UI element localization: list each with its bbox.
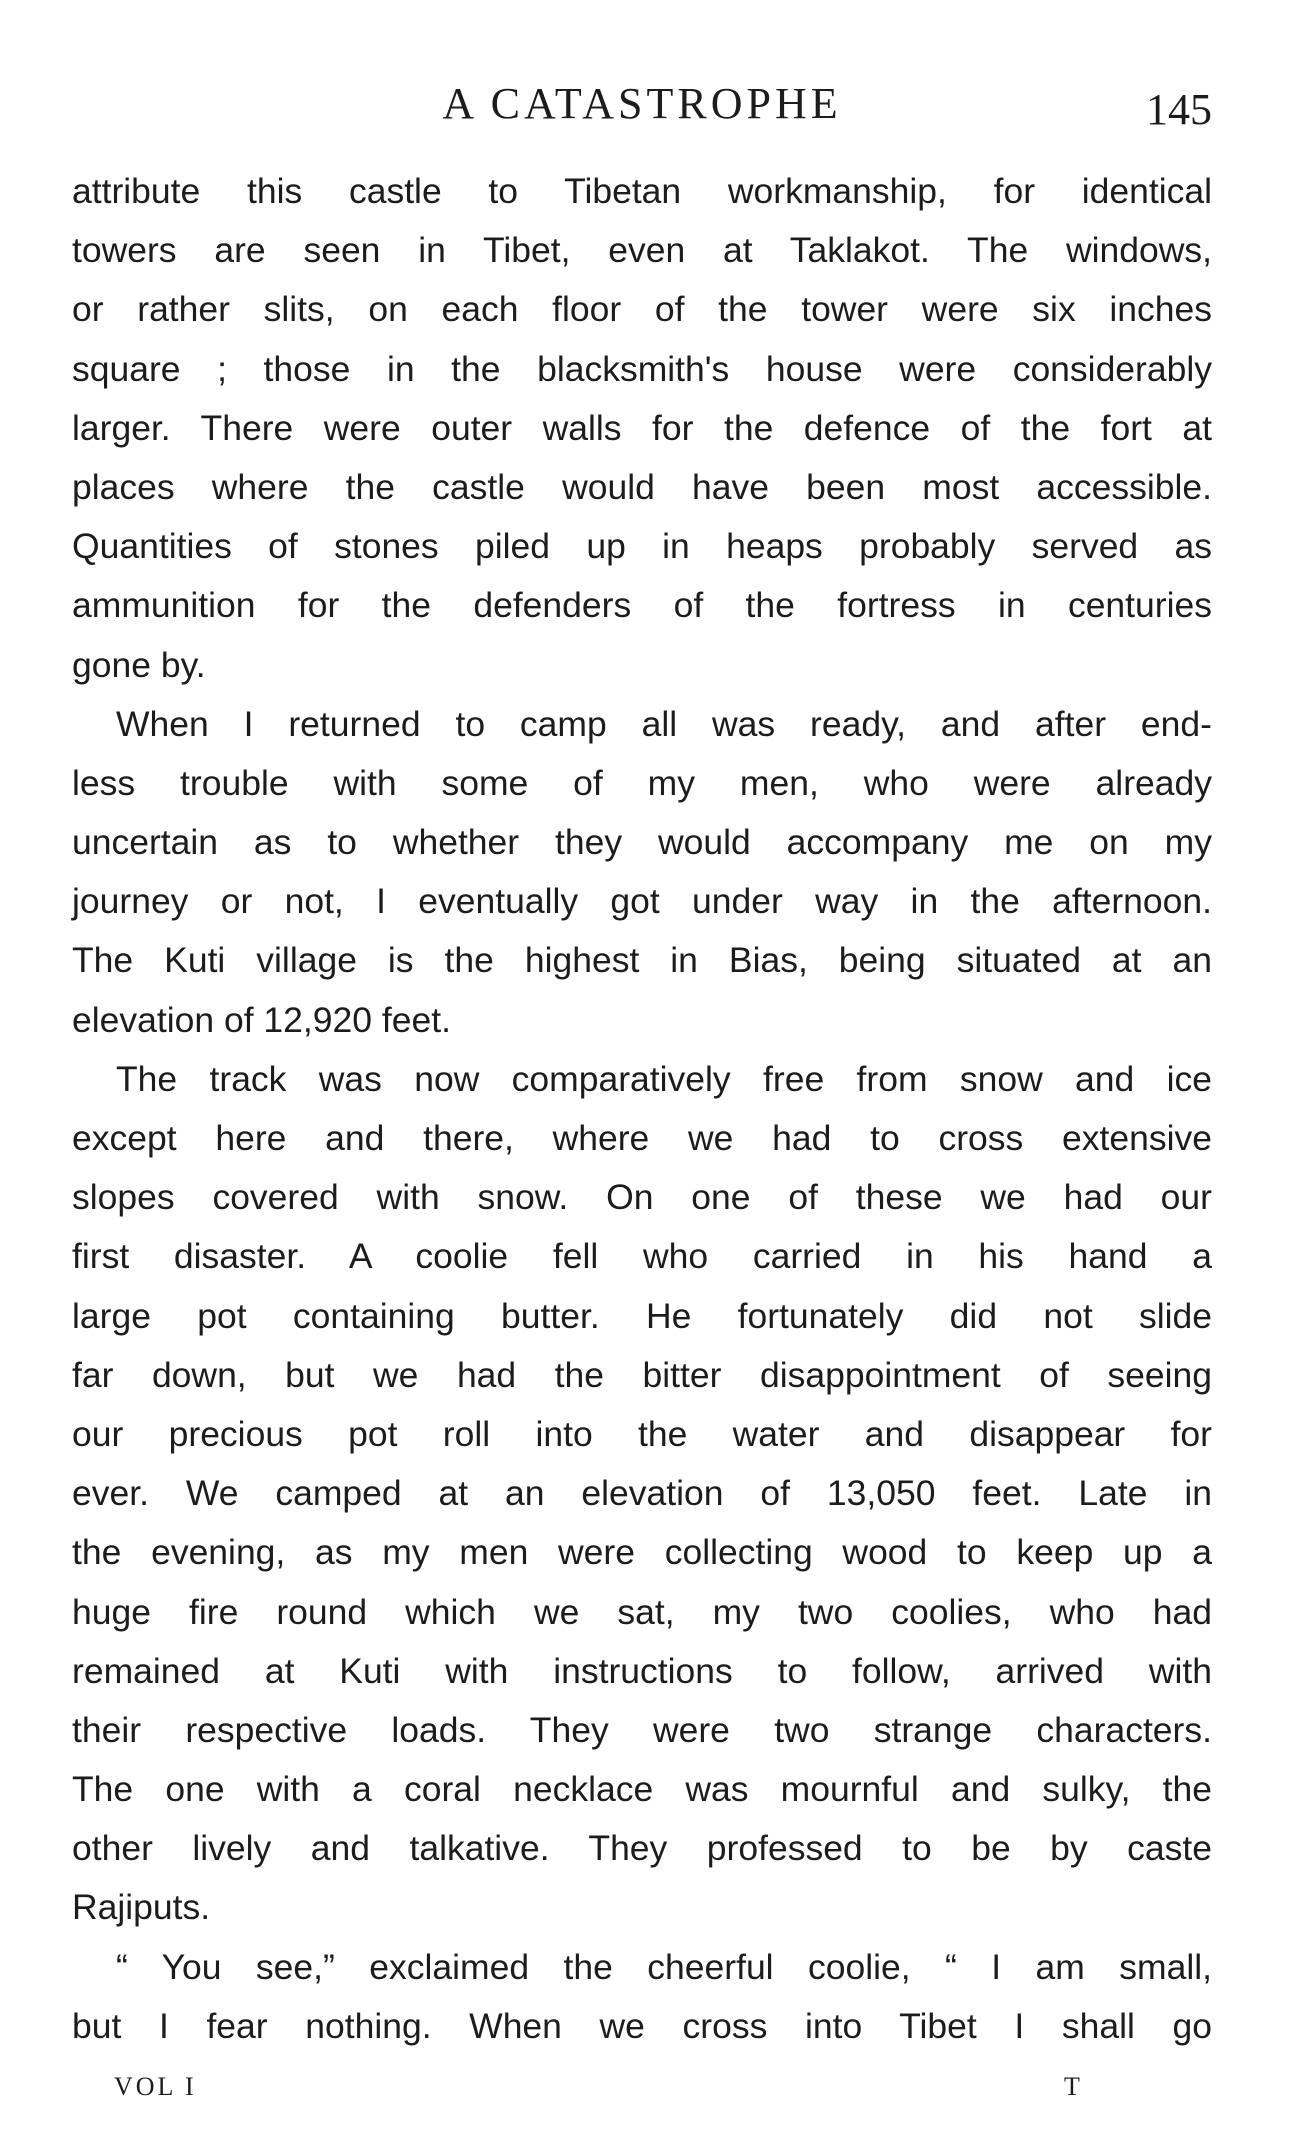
- signature-mark: T: [1064, 2072, 1083, 2101]
- text-line: square ; those in the blacksmith's house were considerably: [72, 348, 1212, 389]
- volume-mark: VOL I: [114, 2072, 197, 2101]
- text-line: gone by.: [72, 644, 206, 685]
- body-text: [72, 162, 1212, 2056]
- text-line: towers are seen in Tibet, even at Taklakot. The windows,: [72, 230, 1212, 271]
- text-line: places where the castle would have been most accessible.: [72, 466, 1212, 507]
- text-line: The Kuti village is the highest in Bias, being situated at an: [72, 940, 1212, 981]
- page-header: [72, 78, 1212, 138]
- text-line: slopes covered with snow. On one of these we had our: [72, 1177, 1212, 1218]
- text-line: or rather slits, on each floor of the tower were six inches: [72, 289, 1212, 330]
- text-line: “ You see,” exclaimed the cheerful coolie, “ I am small,: [116, 1946, 1212, 1987]
- text-line: but I fear nothing. When we cross into Tibet I shall go: [72, 2005, 1212, 2046]
- text-line: other lively and talkative. They professed to be by caste: [72, 1828, 1212, 1869]
- text-line: Quantities of stones piled up in heaps probably served as: [72, 526, 1212, 567]
- text-line: their respective loads. They were two strange characters.: [72, 1709, 1212, 1750]
- text-line: When I returned to camp all was ready, and after end-: [116, 703, 1212, 744]
- text-line: elevation of 12,920 feet.: [72, 999, 451, 1040]
- text-line: ammunition for the defenders of the fortress in centuries: [72, 585, 1212, 626]
- text-line: Rajiputs.: [72, 1887, 211, 1928]
- text-line: uncertain as to whether they would accompany me on my: [72, 822, 1212, 863]
- text-line: The one with a coral necklace was mournful and sulky, the: [72, 1769, 1212, 1810]
- text-line: the evening, as my men were collecting wood to keep up a: [72, 1532, 1212, 1573]
- text-line: far down, but we had the bitter disappointment of seeing: [72, 1354, 1212, 1395]
- text-line: first disaster. A coolie fell who carried in his hand a: [72, 1236, 1212, 1277]
- text-line: huge fire round which we sat, my two coolies, who had: [72, 1591, 1212, 1632]
- page-footer: [72, 2072, 1212, 2108]
- text-line: less trouble with some of my men, who were already: [72, 762, 1212, 803]
- text-line: our precious pot roll into the water and disappear for: [72, 1413, 1212, 1454]
- page-number: 145: [1146, 85, 1212, 134]
- text-line: remained at Kuti with instructions to follow, arrived with: [72, 1650, 1212, 1691]
- text-line: large pot containing butter. He fortunately did not slide: [72, 1295, 1212, 1336]
- text-line: attribute this castle to Tibetan workmanship, for identical: [72, 171, 1212, 211]
- text-line: ever. We camped at an elevation of 13,050 feet. Late in: [72, 1473, 1212, 1514]
- text-line: except here and there, where we had to cross extensive: [72, 1118, 1212, 1158]
- text-line: The track was now comparatively free from snow and ice: [116, 1058, 1212, 1099]
- running-title: A CATASTROPHE: [442, 79, 842, 128]
- text-line: larger. There were outer walls for the defence of the fort at: [72, 407, 1212, 448]
- text-line: journey or not, I eventually got under way in the afternoon.: [72, 881, 1212, 922]
